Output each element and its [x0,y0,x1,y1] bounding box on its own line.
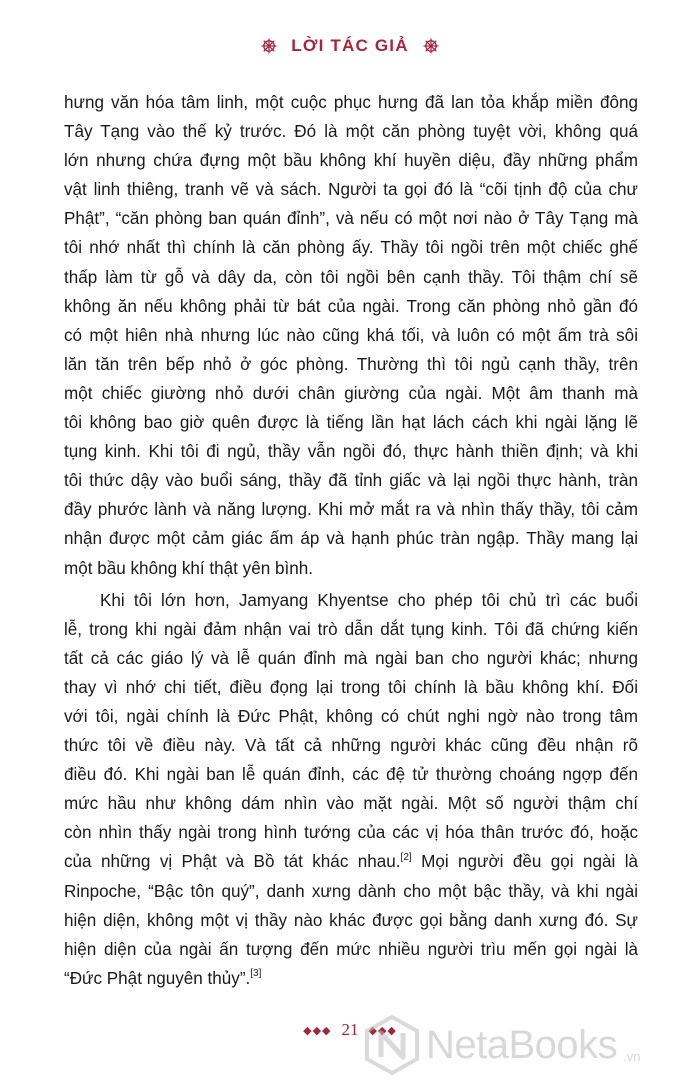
watermark-brand: NetaBooks [426,1022,618,1067]
text-line: một chiếc giường nhỏ dưới chân giường của ngài. Một âm thanh mà [64,383,638,403]
text-line: không ăn nếu không phải từ bát của ngài. Trong căn phòng nhỏ gần đó [64,296,638,316]
body-text [64,88,638,993]
text-line: với tôi, ngài chính là Đức Phật, không có chút nghi ngờ nào trong tâm [64,706,638,726]
text-line: một bầu không khí thật yên bình. [64,558,313,578]
dharma-wheel-icon [261,38,277,54]
watermark [364,1012,694,1078]
watermark-suffix: .vn [623,1049,641,1064]
text-line: lăn tăn trên bếp nhỏ ở góc phòng. Thường thì tôi ngủ cạnh thầy, trên [64,354,638,374]
text-line: nhận được một cảm giác ấm áp và hạnh phúc tràn ngập. Thầy mang lại [64,529,638,549]
text-line: có một hiên nhà nhưng lúc nào cũng khá tối, và luôn có một ấm trà sôi [64,325,638,345]
page-number: 21 [341,1020,359,1039]
text-line: hiện diện của ngài ấn tượng đến mức nhiều người trìu mến gọi ngài là [64,939,638,959]
text-line: còn nhìn thấy ngài trong hình tướng của các vị hóa thân trước đó, hoặc [64,823,638,843]
text-line: thức tôi về điều này. Và tất cả những người khác cũng đều nhận rõ [64,736,638,756]
paragraph-2 [64,586,638,993]
text-line: tôi không bao giờ quên được là tiếng lần hạt lách cách khi ngài lặng lẽ [64,413,638,433]
text-segment: Mọi người đều gọi ngài là [421,852,639,872]
text-line: mức hầu như không dám nhìn vào mặt ngài. Một số người thậm chí [64,794,638,814]
text-line: lớn nhưng chứa đựng một bầu không khí huyền diệu, đầy những phẩm [64,151,638,171]
page-header-title: LỜI TÁC GIẢ [291,36,409,55]
text-line: hưng văn hóa tâm linh, một cuộc phục hưng đã lan tỏa khắp miền đông [64,93,638,112]
text-line: tụng kinh. Khi tôi đi ngủ, thầy vẫn ngồi đó, thực hành thiền định; và khi [64,442,638,462]
footer-ornament: ◆◆◆ [368,1024,397,1037]
text-line: tôi nhớ nhất thì chính là căn phòng ấy. Thầy tôi ngồi trên một chiếc ghế [64,238,638,258]
dharma-wheel-icon [423,38,439,54]
text-line: tôi thức dậy vào buổi sáng, thầy đã tỉnh giấc và lại ngồi thực hành, tràn [64,471,638,491]
text-segment: của những vị Phật và Bồ tát khác nhau. [64,852,401,872]
footnote-ref[interactable]: [2] [400,851,412,863]
text-segment: “Đức Phật nguyên thủy”. [64,968,251,988]
text-line: Phật”, “căn phòng ban quán đỉnh”, và nếu có một nơi nào ở Tây Tạng mà [64,209,638,229]
text-line: Rinpoche, “Bậc tôn quý”, danh xưng dành cho một bậc thầy, và khi ngài [64,881,638,901]
footer-ornament: ◆◆◆ [303,1024,332,1037]
text-line-with-footnote [64,964,638,993]
text-line: lễ, trong khi ngài đảm nhận vai trò dẫn dắt tụng kinh. Tôi đã chứng kiến [64,619,638,639]
text-line: thay vì nhớ chi tiết, điều đọng lại trong tôi chính là bầu không khí. Đối [64,677,638,697]
text-line: vật linh thiêng, tranh vẽ và sách. Người ta gọi đó là “cõi tịnh độ của chư [64,180,638,200]
text-line: điều đó. Khi ngài ban lễ quán đỉnh, các đệ tử thường choáng ngợp đến [64,765,638,785]
running-header [0,36,700,56]
text-line: Khi tôi lớn hơn, Jamyang Khyentse cho phép tôi chủ trì các buổi [100,590,638,610]
text-line: Tây Tạng vào thế kỷ trước. Đó là một căn phòng tuyệt vời, không quá [64,122,638,142]
text-line: hiện diện, không một vị thầy nào khác được gọi bằng danh xưng đó. Sự [64,910,638,930]
text-line-with-footnote [64,847,638,876]
paragraph-1 [64,88,638,583]
text-line: tất cả các giáo lý và lễ quán đỉnh mà ngài ban cho người khác; nhưng [64,648,638,668]
text-line: thấp làm từ gỗ và dây da, còn tôi ngồi bên cạnh thầy. Tôi thậm chí sẽ [64,267,638,287]
text-line: đầy phước lành và năng lượng. Khi mở mắt ra và nhìn thấy thầy, tôi cảm [64,500,638,520]
footnote-ref[interactable]: [3] [250,968,262,980]
netabooks-logo-icon [364,1015,420,1075]
